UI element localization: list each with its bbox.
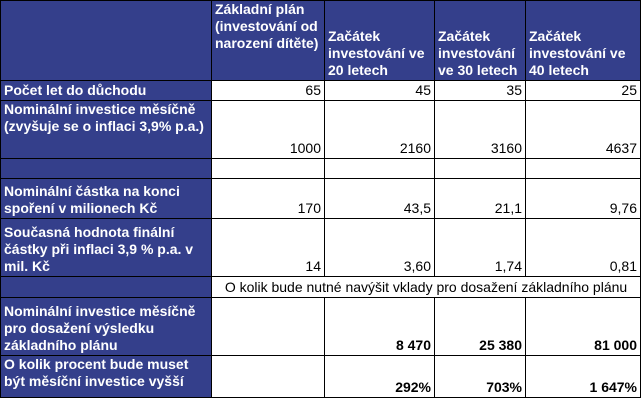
cell-value: 25: [526, 81, 641, 101]
cell-value: 1 647%: [526, 356, 641, 398]
cell-value: 170: [212, 179, 325, 219]
cell-value: 35: [435, 81, 526, 101]
header-corner-cell: [1, 1, 212, 81]
cell-value: 3,60: [325, 219, 435, 277]
cell-value: 25 380: [435, 298, 526, 356]
table-row: [1, 81, 641, 101]
cell-value: 9,76: [526, 179, 641, 219]
spacer-cell: [435, 159, 526, 179]
row-label: Nominální investice měsíčně (zvyšuje se o inflaci 3,9% p.a.): [1, 101, 212, 159]
header-start-30: Začátek investování ve 30 letech: [435, 1, 526, 81]
table-row: [1, 356, 641, 398]
cell-value: 1000: [212, 101, 325, 159]
cell-value: 703%: [435, 356, 526, 398]
cell-value: 43,5: [325, 179, 435, 219]
cell-value: 21,1: [435, 179, 526, 219]
row-label: Nominální částka na konci spoření v milionech Kč: [1, 179, 212, 219]
spacer-label-cell: [1, 159, 212, 179]
cell-value: 4637: [526, 101, 641, 159]
header-base-plan: Základní plán (investování od narození dítěte): [212, 1, 325, 81]
cell-value: 81 000: [526, 298, 641, 356]
note-text: O kolik bude nutné navýšit vklady pro dosažení základního plánu: [212, 277, 641, 298]
header-row: [1, 1, 641, 81]
table-row: [1, 101, 641, 159]
spacer-cell: [212, 159, 325, 179]
table-row: [1, 219, 641, 277]
cell-value: [212, 298, 325, 356]
cell-value: 3160: [435, 101, 526, 159]
cell-value: 1,74: [435, 219, 526, 277]
row-label: O kolik procent bude muset být měsíční investice vyšší: [1, 356, 212, 398]
cell-value: 8 470: [325, 298, 435, 356]
cell-value: [212, 356, 325, 398]
cell-value: 45: [325, 81, 435, 101]
spacer-cell: [526, 159, 641, 179]
row-label: Počet let do důchodu: [1, 81, 212, 101]
header-start-20: Začátek investování ve 20 letech: [325, 1, 435, 81]
cell-value: 14: [212, 219, 325, 277]
row-label: Současná hodnota finální částky při inflaci 3,9 % p.a. v mil. Kč: [1, 219, 212, 277]
note-row: [1, 277, 641, 298]
table-row: [1, 179, 641, 219]
cell-value: 65: [212, 81, 325, 101]
cell-value: 0,81: [526, 219, 641, 277]
header-start-40: Začátek investování ve 40 letech: [526, 1, 641, 81]
row-label: Nominální investice měsíčně pro dosažení výsledku základního plánu: [1, 298, 212, 356]
note-label-cell: [1, 277, 212, 298]
spacer-cell: [325, 159, 435, 179]
table-row: [1, 298, 641, 356]
cell-value: 2160: [325, 101, 435, 159]
cell-value: 292%: [325, 356, 435, 398]
spacer-row: [1, 159, 641, 179]
